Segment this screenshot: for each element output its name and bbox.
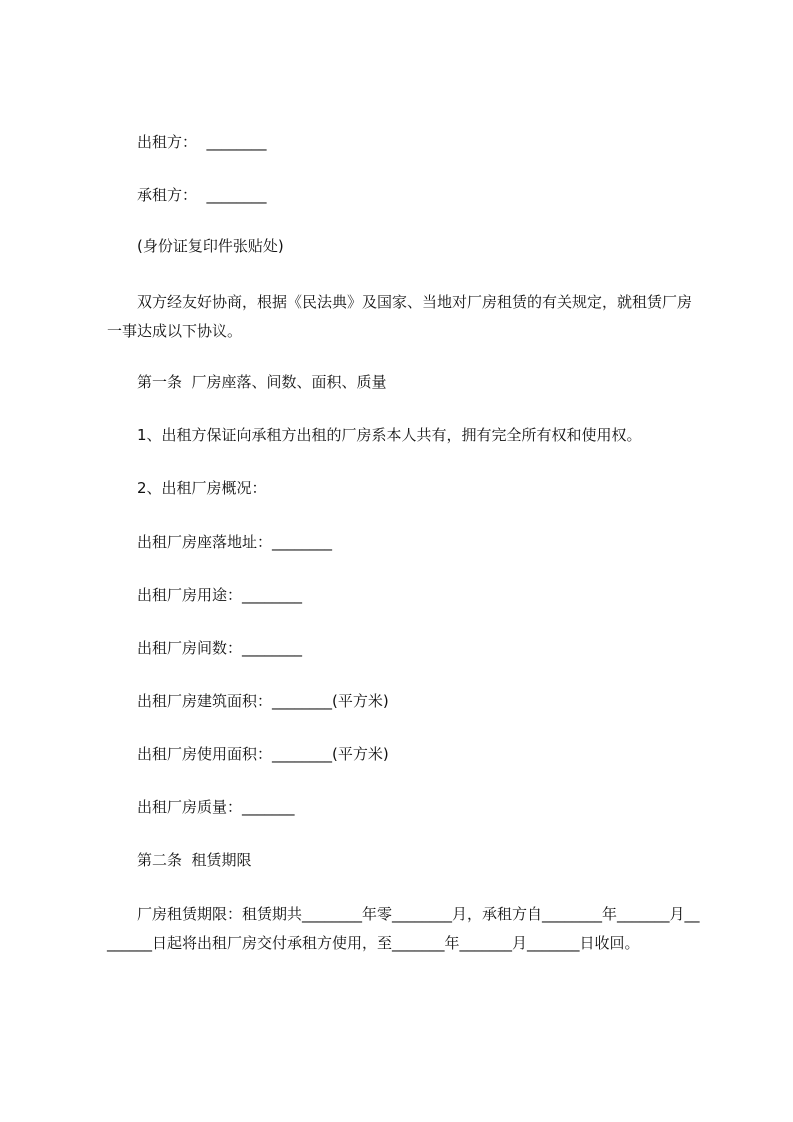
item-2: 2、出租厂房概况：	[137, 479, 267, 497]
building-area-line: 出租厂房建筑面积：________(平方米)	[137, 692, 389, 710]
item-1: 1、出租方保证向承租方出租的厂房系本人共有，拥有完全所有权和使用权。	[137, 426, 642, 444]
rooms-line: 出租厂房间数：________	[137, 639, 303, 657]
id-copy-note: (身份证复印件张贴处)	[137, 237, 284, 255]
quality-line: 出租厂房质量：_______	[137, 798, 295, 816]
article-2-title: 第二条 租赁期限	[137, 851, 252, 869]
intro-paragraph: 双方经友好协商，根据《民法典》及国家、当地对厂房租赁的有关规定，就租赁厂房一事达成以下协议。	[107, 293, 693, 340]
article-1-title: 第一条 厂房座落、间数、面积、质量	[137, 373, 387, 391]
lessor-line: 出租方： ________	[137, 133, 267, 151]
use-line: 出租厂房用途：________	[137, 586, 303, 604]
location-line: 出租厂房座落地址：________	[137, 533, 333, 551]
lessee-line: 承租方： ________	[137, 186, 267, 204]
usable-area-line: 出租厂房使用面积：________(平方米)	[137, 745, 389, 763]
term-paragraph: 厂房租赁期限：租赁期共________年零________月，承租方自________年_______月________日起将出租厂房交付承租方使用，至_______年_______月_______日收回。	[107, 905, 700, 952]
